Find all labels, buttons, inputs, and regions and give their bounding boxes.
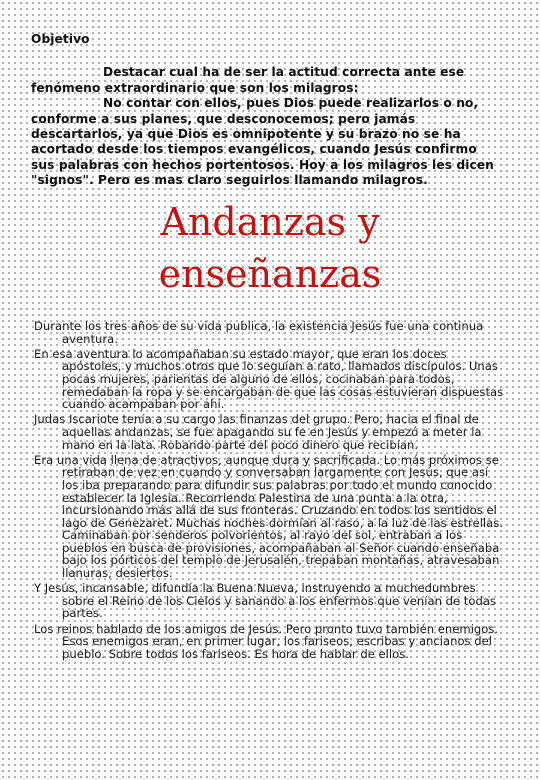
objective-section	[31, 32, 501, 189]
body-paragraph: Y Jesús, incansable, difundía la Buena Nueva, instruyendo a muchedumbres sobre el Reino de los Cielos y sanando a los enfermos que venían de todas partes.	[34, 581, 496, 621]
objective-heading: Objetivo	[31, 32, 90, 46]
body-paragraph: En esa aventura lo acompañaban su estado mayor, que eran los doces apóstoles, y muchos otros que lo seguían a rato, llamados discípulos. Unas pocas mujeres, parientas de alguno de ellos, cocinaban para todos, remedaban la ropa y se encargaban de que las cosas estuvieran dispuestas cuando acampaban por ahí.	[34, 346, 504, 412]
body-paragraph: Durante los tres años de su vida publica, la existencia Jesús fue una continua aventura.	[34, 319, 484, 346]
body-paragraph: Judas Iscariote tenía a su cargo las finanzas del grupo. Pero, hacia el final de aquellas andanzas, se fue apagando su fe en Jesús y empezó a meter la mano en la lata. Robando parte del poco dinero que recibían.	[34, 412, 482, 452]
page-title	[0, 196, 540, 300]
title-line: Andanzas y	[160, 200, 380, 244]
title-line: enseñanzas	[158, 252, 382, 296]
body-text	[34, 320, 506, 663]
body-paragraph: Los reinos hablado de los amigos de Jesús. Pero pronto tuvo también enemigos. Esos enemigos eran, en primer lugar, los fariseos, escribas y ancianos del pueblo. Sobre todos los fariseos. Es hora de hablar de ellos.	[34, 621, 499, 661]
body-paragraph: Era una vida llena de atractivos, aunque dura y sacrificada. Lo más próximos se retiraban de vez en cuando y conversaban largamente con Jesús, que así los iba preparando para difundir sus palabras por todo el mundo conocido establecer la Iglesia. Recorriendo Palestina de una punta a la otra, incursionando más allá de sus fronteras. Cruzando en todos los sentidos el lago de Genezaret. Muchas noches dormían al raso, a la luz de las estrellas. Caminaban por senderos polvorientos, al rayo del sol, entraban a los pueblos en busca de provisiones, acompañaban al Señor cuando enseñaba bajo los pórticos del templo de Jerusalén, trepaban montañas, atravesaban llanuras, desiertos.	[34, 452, 503, 581]
objective-paragraph: No contar con ellos, pues Dios puede realizarlos o no, conforme a sus planes, que desconocemos; pero jamás descartarlos, ya que Dios es omnipotente y su brazo no se ha acortado desde los tiempos evangélicos, cuando Jesús confirmo sus palabras con hechos portentosos. Hoy a los milagros les dicen "signos". Pero es mas claro seguirlos llamando milagros.	[31, 96, 494, 188]
objective-paragraph: Destacar cual ha de ser la actitud correcta ante ese fenómeno extraordinario que son los milagros:	[31, 65, 465, 95]
